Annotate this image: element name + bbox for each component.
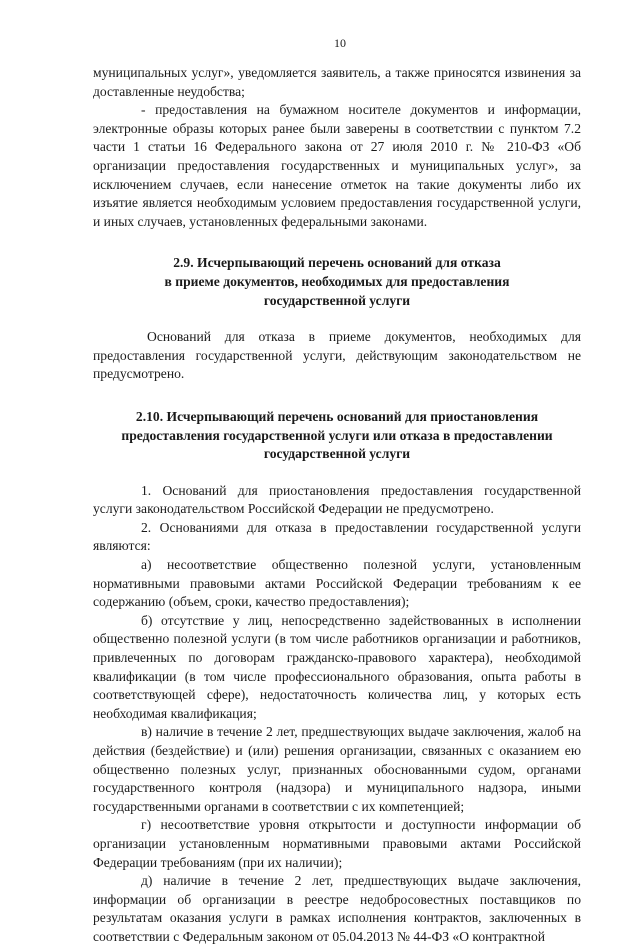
section-2-10-heading-line-3: государственной услуги	[263, 446, 411, 462]
section-2-10-item-2: 2. Основаниями для отказа в предоставлении государственной услуги являются:	[93, 519, 581, 554]
section-2-10-subitem-d: д) наличие в течение 2 лет, предшествующих выдаче заключения, информации об организации в реестре недобросовестных поставщиков по результатам оказания услуги в рамках исполнения контрактов, заключенных в соответствии с Федеральным законом от 05.04.2013 № 44-ФЗ «О контрактной	[93, 873, 581, 944]
section-2-10-heading	[93, 408, 581, 464]
section-2-10-subitem-v: в) наличие в течение 2 лет, предшествующих выдаче заключения, жалоб на действия (бездействие) и (или) решения организации, связанных с оказанием ею общественно полезных услуг, признанных обоснованными судом, органами государственного контроля (надзора) и муниципального надзора, иными государственными органами в соответствии с их компетенцией;	[93, 724, 581, 814]
paragraph-paper-documents: - предоставления на бумажном носителе документов и информации, электронные образы которых ранее были заверены в соответствии с пунктом 7.2 части 1 статьи 16 Федерального закона от 27 июля 2010 г. № 210-ФЗ «Об организации предоставления государственных и муниципальных услуг», за исключением случаев, если нанесение отметок на такие документы либо их изъятие является необходимым условием предоставления государственной услуги, и иных случаев, установленных федеральными законами.	[93, 102, 581, 229]
section-2-10-subitem-g: г) несоответствие уровня открытости и доступности информации об организации установленным нормативными правовыми актами Российской Федерации требованиям (при их наличии);	[93, 817, 581, 870]
section-2-10-heading-line-2: предоставления государственной услуги или отказа в предоставлении	[121, 427, 553, 443]
section-2-9-heading-line-3: государственной услуги	[263, 292, 411, 308]
page-number: 10	[334, 36, 346, 50]
section-2-10-item-1: 1. Оснований для приостановления предоставления государственной услуги законодательством Российской Федерации не предусмотрено.	[93, 482, 581, 517]
section-2-9-heading	[93, 254, 581, 310]
section-2-10-subitem-a: а) несоответствие общественно полезной услуги, установленным нормативными правовыми актами Российской Федерации требованиям к ее содержанию (объем, сроки, качество предоставления);	[93, 557, 581, 610]
section-2-9-text: Оснований для отказа в приеме документов, необходимых для предоставления государственной услуги, действующим законодательством не предусмотрено.	[93, 329, 581, 382]
section-2-9-heading-line-1: 2.9. Исчерпывающий перечень оснований для отказа	[173, 255, 501, 271]
section-2-10-subitem-b: б) отсутствие у лиц, непосредственно задействованных в исполнении общественно полезной услуги (в том числе работников организации и работников, привлеченных по договорам гражданско-правового характера), необходимой квалификации (в том числе профессионального образования, опыта работы в соответствующей сфере), недостаточность количества лиц, у которых есть необходимая квалификация;	[93, 612, 581, 721]
section-2-9-heading-line-2: в приеме документов, необходимых для предоставления	[164, 273, 510, 289]
paragraph-continuation: муниципальных услуг», уведомляется заявитель, а также приносятся извинения за доставленные неудобства;	[93, 65, 581, 99]
document-body	[93, 64, 581, 947]
section-2-10-heading-line-1: 2.10. Исчерпывающий перечень оснований для приостановления	[135, 408, 539, 424]
